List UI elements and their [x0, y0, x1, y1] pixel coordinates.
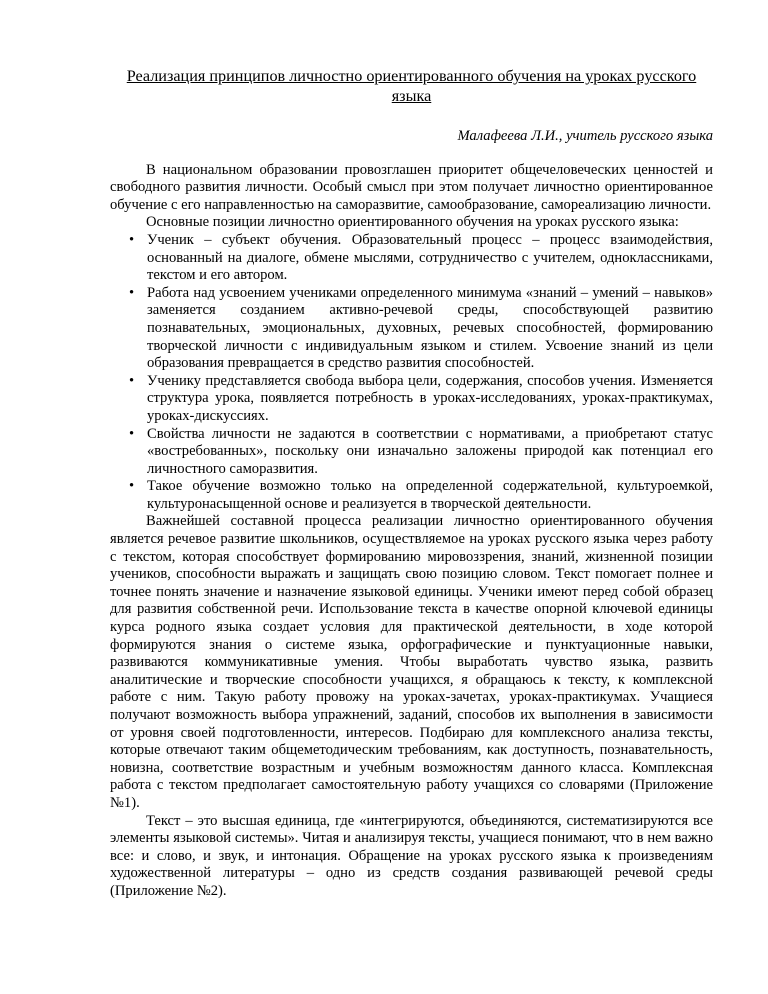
list-item	[110, 232, 713, 285]
positions-list	[110, 232, 713, 514]
bullet-icon: •	[129, 231, 135, 248]
bullet-icon: •	[129, 284, 135, 301]
list-item-text: Работа над усвоением учениками определенного минимума «знаний – умений – навыков» заменяется созданием активно-речевой среды, способствующей развитию познавательных, эмоциональных, духовных, речевых способностей, формированию творческой личности с индивидуальным языком и стилем. Усвоение знаний из цели образования превращается в средство развития способностей.	[147, 284, 713, 372]
bullet-icon: •	[129, 425, 135, 442]
author-line: Малафеева Л.И., учитель русского языка	[457, 128, 713, 144]
bullet-icon: •	[129, 478, 135, 495]
main-paragraph: Важнейшей составной процесса реализации личностно ориентированного обучения является речевое развитие школьников, осуществляемое на уроках русского языка через работу с текстом, которая способствует формированию мировоззрения, знаний, жизненной позиции учеников, способности выражать и защищать свою позицию словом. Текст помогает полнее и точнее понять значение и назначение языковой единицы. Ученики имеют перед собой образец для развития собственной речи. Использование текста в качестве опорной ключевой единицы курса родного языка создает условия для практической деятельности, в ходе которой формируются знания о системе языка, орфографические и пунктуационные навыки, развиваются коммуникативные умения. Чтобы выработать чувство языка, развить аналитические и творческие способности учащихся, я обращаюсь к тексту, к комплексной работе с ним. Такую работу провожу на уроках-зачетах, уроках-практикумах. Учащиеся получают возможность выбора упражнений, заданий, способов их выполнения в зависимости от уровня своей подготовленности, интересов. Подбираю для комплексного анализа тексты, которые отвечают таким общеметодическим требованиям, как доступность, познавательность, новизна, соответствие возрастным и учебным возможностям данного класса. Комплексная работа с текстом предполагает самостоятельную работу учащихся со словарями (Приложение №1).	[110, 513, 713, 811]
positions-heading: Основные позиции личностно ориентированного обучения на уроках русского языка:	[146, 214, 679, 231]
bullet-icon: •	[129, 372, 135, 389]
final-paragraph: Текст – это высшая единица, где «интегрируются, объединяются, систематизируются все элементы языковой системы». Читая и анализируя тексты, учащиеся понимают, что в нем важно все: и слово, и звук, и интонация. Обращение на уроках русского языка к произведениям художественной литературы – одно из средств создания развивающей речевой среды (Приложение №2).	[110, 812, 713, 899]
list-item-text: Ученику представляется свобода выбора цели, содержания, способов учения. Изменяется структура урока, появляется потребность в уроках-исследованиях, уроках-практикумах, уроках-дискуссиях.	[147, 372, 713, 424]
list-item	[110, 426, 713, 479]
list-item-text: Такое обучение возможно только на определенной содержательной, культуроемкой, культуронасыщенной основе и реализуется в творческой деятельности.	[147, 478, 713, 512]
list-item	[110, 478, 713, 513]
list-item-text: Свойства личности не задаются в соответствии с нормативами, а приобретают статус «востребованных», поскольку они изначально заложены природой как потенциал его личностного саморазвития.	[147, 425, 713, 477]
list-item	[110, 285, 713, 373]
document-title: Реализация принципов личностно ориентированного обучения на уроках русского языка	[126, 67, 697, 105]
list-item-text: Ученик – субъект обучения. Образовательный процесс – процесс взаимодействия, основанный на диалоге, обмене мыслями, сотрудничество с учителем, одноклассниками, текстом и его автором.	[147, 231, 713, 284]
intro-paragraph: В национальном образовании провозглашен приоритет общечеловеческих ценностей и свободного развития личности. Особый смысл при этом получает личностно ориентированное обучение с его направленностью на саморазвитие, самообразование, самореализацию личности.	[110, 161, 713, 213]
list-item	[110, 373, 713, 426]
